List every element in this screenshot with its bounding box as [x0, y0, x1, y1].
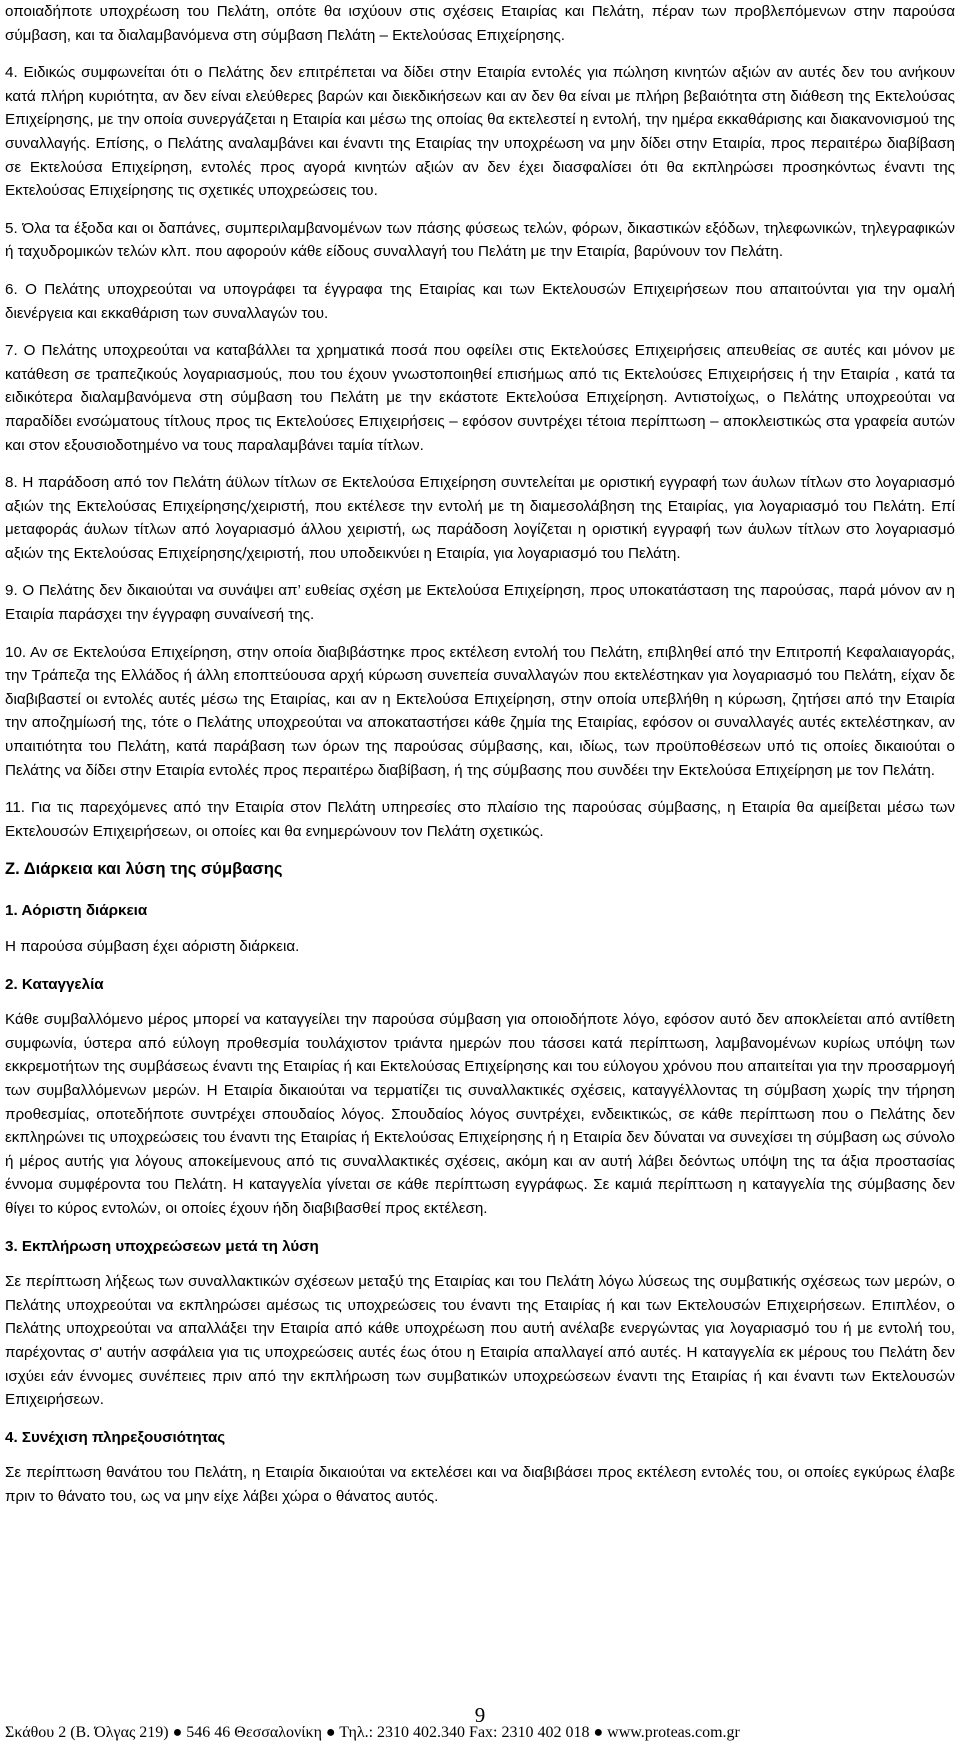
paragraph-8: 8. Η παράδοση από τον Πελάτη άϋλων τίτλων σε Εκτελούσα Επιχείρηση συντελείται με οριστική εγγραφή των άυλων τίτλων στο λογαριασμό αξιών της Εκτελούσας Επιχείρησης/χειριστή, που εκτέλεσε την εντολή με τη διαμεσολάβηση της Εταιρίας, για λογαριασμό του Πελάτη. Επί μεταφοράς άυλων τίτλων από λογαριασμό άλλου χειριστή, ως παράδοση λογίζεται η οριστική εγγραφή των άυλων τίτλων στο λογαριασμό αξιών της Εκτελούσας Επιχείρησης/χειριστή, που υποδεικνύει η Εταιρία, για λογαριασμό του Πελάτη. [5, 474, 955, 562]
subsection-text-power-of-attorney: Σε περίπτωση θανάτου του Πελάτη, η Εταιρία δικαιούται να εκτελέσει και να διαβιβάσει προς εκτέλεση εντολές του, οι οποίες εγκύρως έλαβε πριν το θάνατο του, ως να μην είχε λάβει χώρα ο θάνατος αυτός. [5, 1464, 955, 1505]
subsection-heading-power-of-attorney: 4. Συνέχιση πληρεξουσιότητας [5, 1428, 226, 1446]
section-heading: Ζ. Διάρκεια και λύση της σύμβασης [5, 859, 283, 879]
page-number: 9 [474, 1703, 486, 1727]
subsection-heading-obligations: 3. Εκπλήρωση υποχρεώσεων μετά τη λύση [5, 1237, 319, 1255]
paragraph-continuation: οποιαδήποτε υποχρέωση του Πελάτη, οπότε θα ισχύουν στις σχέσεις Εταιρίας και Πελάτη, πέραν των προβλεπόμενων στην παρούσα σύμβαση, και τα διαλαμβανόμενα στη σύμβαση Πελάτη – Εκτελούσας Επιχείρησης. [5, 3, 955, 44]
paragraph-11: 11. Για τις παρεχόμενες από την Εταιρία στον Πελάτη υπηρεσίες στο πλαίσιο της παρούσας σύμβασης, η Εταιρία θα αμείβεται μέσω των Εκτελουσών Επιχειρήσεων, οι οποίες και θα ενημερώνουν τον Πελάτη σχετικώς. [5, 799, 955, 840]
subsection-heading-termination: 2. Καταγγελία [5, 975, 104, 993]
subsection-text-duration: Η παρούσα σύμβαση έχει αόριστη διάρκεια. [5, 938, 300, 955]
paragraph-10: 10. Αν σε Εκτελούσα Επιχείρηση, στην οποία διαβιβάστηκε προς εκτέλεση εντολή του Πελάτη, επιβληθεί από την Επιτροπή Κεφαλαιαγοράς, την Τράπεζα της Ελλάδος ή άλλη εποπτεύουσα αρχή κύρωση συνεπεία συναλλαγών που εκτελέστηκαν για λογαριασμό του Πελάτη, είχαν δε διαβιβαστεί οι εντολές αυτές μέσω της Εταιρίας, και αν η Εκτελούσα Επιχείρηση, στην οποία υπεβλήθη η κύρωση, ζητήσει από την Εταιρία την αποζημίωσή της, τότε ο Πελάτης υποχρεούται να αποκαταστήσει κάθε ζημία της Εταιρίας, εφόσον οι συναλλαγές αυτές εκτελέστηκαν, αν υπαιτιότητα του Πελάτη, κατά παράβαση των όρων της παρούσας σύμβασης, και, ιδίως, των προϋποθέσεων υπό τις οποίες δικαιούται ο Πελάτης να δίδει στην Εταιρία εντολές προς περαιτέρω διαβίβαση, ή της σύμβασης που συνδέει την Εκτελούσα Επιχείρηση με τον Πελάτη. [5, 643, 955, 779]
page-footer: Σκάθου 2 (Β. Όλγας 219) ● 546 46 Θεσσαλονίκη ● Τηλ.: 2310 402.340 Fax: 2310 402 018 ● www.proteas.com.gr [5, 1724, 740, 1741]
paragraph-5: 5. Όλα τα έξοδα και οι δαπάνες, συμπεριλαμβανομένων των πάσης φύσεως τελών, φόρων, δικαστικών εξόδων, τηλεφωνικών, τηλεγραφικών ή ταχυδρομικών τελών κλπ. που αφορούν κάθε είδους συναλλαγή του Πελάτη με την Εταιρία, βαρύνουν τον Πελάτη. [5, 219, 955, 261]
paragraph-6: 6. Ο Πελάτης υποχρεούται να υπογράφει τα έγγραφα της Εταιρίας και των Εκτελουσών Επιχειρήσεων που απαιτούνται για την ομαλή διενέργεια και εκκαθάριση των συναλλαγών του. [5, 280, 955, 322]
paragraph-9: 9. Ο Πελάτης δεν δικαιούται να συνάψει απ’ ευθείας σχέση με Εκτελούσα Επιχείρηση, προς υποκατάσταση της παρούσας, παρά μόνον αν η Εταιρία παράσχει την έγγραφη συναίνεσή της. [5, 582, 955, 624]
subsection-text-obligations: Σε περίπτωση λήξεως των συναλλακτικών σχέσεων μεταξύ της Εταιρίας και του Πελάτη λόγω λύσεως της συμβατικής σχέσεως των μερών, ο Πελάτης υποχρεούται να εκπληρώσει αμέσως τις υποχρεώσεις του έναντι της Εταιρίας ή και των Εκτελουσών Επιχειρήσεων. Επιπλέον, ο Πελάτης υποχρεούται να απαλλάξει την Εταιρία από κάθε υποχρέωση που αυτή ανέλαβε ενεργώντας για λογαριασμό του ή με εντολή του, παρέχοντας σ' αυτήν ασφάλεια για τις υποχρεώσεις αυτές έως ότου η Εταιρία απαλλαγεί από αυτές. Η καταγγελία εκ μέρους του Πελάτη δεν ισχύει εάν έννομες συνέπειες πριν από την εκπλήρωση των συμβατικών υποχρεώσεων έναντι της Εταιρίας ή και έναντι των Εκτελουσών Επιχειρήσεων. [5, 1273, 955, 1409]
subsection-heading-duration: 1. Αόριστη διάρκεια [5, 902, 148, 920]
document-body [5, 0, 955, 1522]
paragraph-7: 7. Ο Πελάτης υποχρεούται να καταβάλλει τα χρηματικά ποσά που οφείλει στις Εκτελούσες Επιχειρήσεις απευθείας σε αυτές και μόνον με κατάθεση σε τραπεζικούς λογαριασμούς, που του έχουν γνωστοποιηθεί επισήμως από τις Εκτελούσες Επιχειρήσεις ή την Εταιρία , κατά τα ειδικότερα διαλαμβανόμενα στη σύμβαση του Πελάτη με την εκάστοτε Εκτελούσα Επιχείρηση. Αντιστοίχως, ο Πελάτης υποχρεούται να παραδίδει ενσώματους τίτλους προς τις Εκτελούσες Επιχειρήσεις – εφόσον συντρέχει τέτοια περίπτωση – αποκλειστικώς στα γραφεία αυτών και στον εξουσιοδοτημένο να τους παραλαμβάνει ταμία τίτλων. [5, 342, 955, 454]
paragraph-4: 4. Ειδικώς συμφωνείται ότι ο Πελάτης δεν επιτρέπεται να δίδει στην Εταιρία εντολές για πώληση κινητών αξιών αν αυτές δεν του ανήκουν κατά πλήρη κυριότητα, αν δεν είναι ελεύθερες βαρών και διεκδικήσεων και αν δεν θα είναι με πλήρη βεβαιότητα στη διάθεση της Εκτελούσας Επιχείρησης, με την οποία συνεργάζεται η Εταιρία και μέσω της οποίας θα εκτελεστεί η εντολή, την ημέρα εκκαθάρισης και διακανονισμού της συναλλαγής. Επίσης, ο Πελάτης αναλαμβάνει και έναντι της Εταιρίας την υποχρέωση να μην δίδει στην Εταιρία, προς περαιτέρω διαβίβαση σε Εκτελούσα Επιχείρηση, εντολές προς αγορά κινητών αξιών αν δεν έχει διασφαλίσει ότι θα εκπληρώσει προσηκόντως έναντι της Εκτελούσας Επιχείρησης τις σχετικές υποχρεώσεις του. [5, 64, 955, 200]
subsection-text-termination: Κάθε συμβαλλόμενο μέρος μπορεί να καταγγείλει την παρούσα σύμβαση για οποιοδήποτε λόγο, εφόσον αυτό δεν αποκλείεται από αντίθετη συμφωνία, ύστερα από εύλογη προθεσμία τουλάχιστον τριάντα ημερών που τάσσει κατά περίπτωση, λαμβανομένων κυρίως υπόψη των εκκρεμοτήτων της συμβάσεως έναντι της Εταιρίας ή και Εκτελούσας Επιχείρησης και του εύλογου χρόνου που απαιτείται για την προσαρμογή των συμβαλλόμενων μερών. Η Εταιρία δικαιούται να τερματίζει τις συναλλακτικές σχέσεις, καταγγέλλοντας τη σύμβαση χωρίς την τήρηση προθεσμίας, οποτεδήποτε συντρέχει σπουδαίος λόγος. Σπουδαίος λόγος συντρέχει, ενδεικτικώς, σε κάθε περίπτωση που ο Πελάτης δεν εκπληρώνει τις υποχρεώσεις του έναντι της Εταιρίας ή Εκτελούσας Επιχείρησης ή η Εταιρία δεν δύναται να συνεχίσει τη σύμβαση ως σύνολο ή μέρος αυτής για λόγους αποκείμενους από τις συναλλακτικές σχέσεις, ακόμη και αν αυτή λάβει δεόντως υπόψη της τα άξια προστασίας έννομα συμφέροντα του Πελάτη. Η καταγγελία γίνεται σε κάθε περίπτωση εγγράφως. Σε καμιά περίπτωση η καταγγελία της σύμβασης δεν θίγει το κύρος εντολών, οι οποίες έχουν ήδη διαβιβασθεί προς εκτέλεση. [5, 1011, 955, 1217]
